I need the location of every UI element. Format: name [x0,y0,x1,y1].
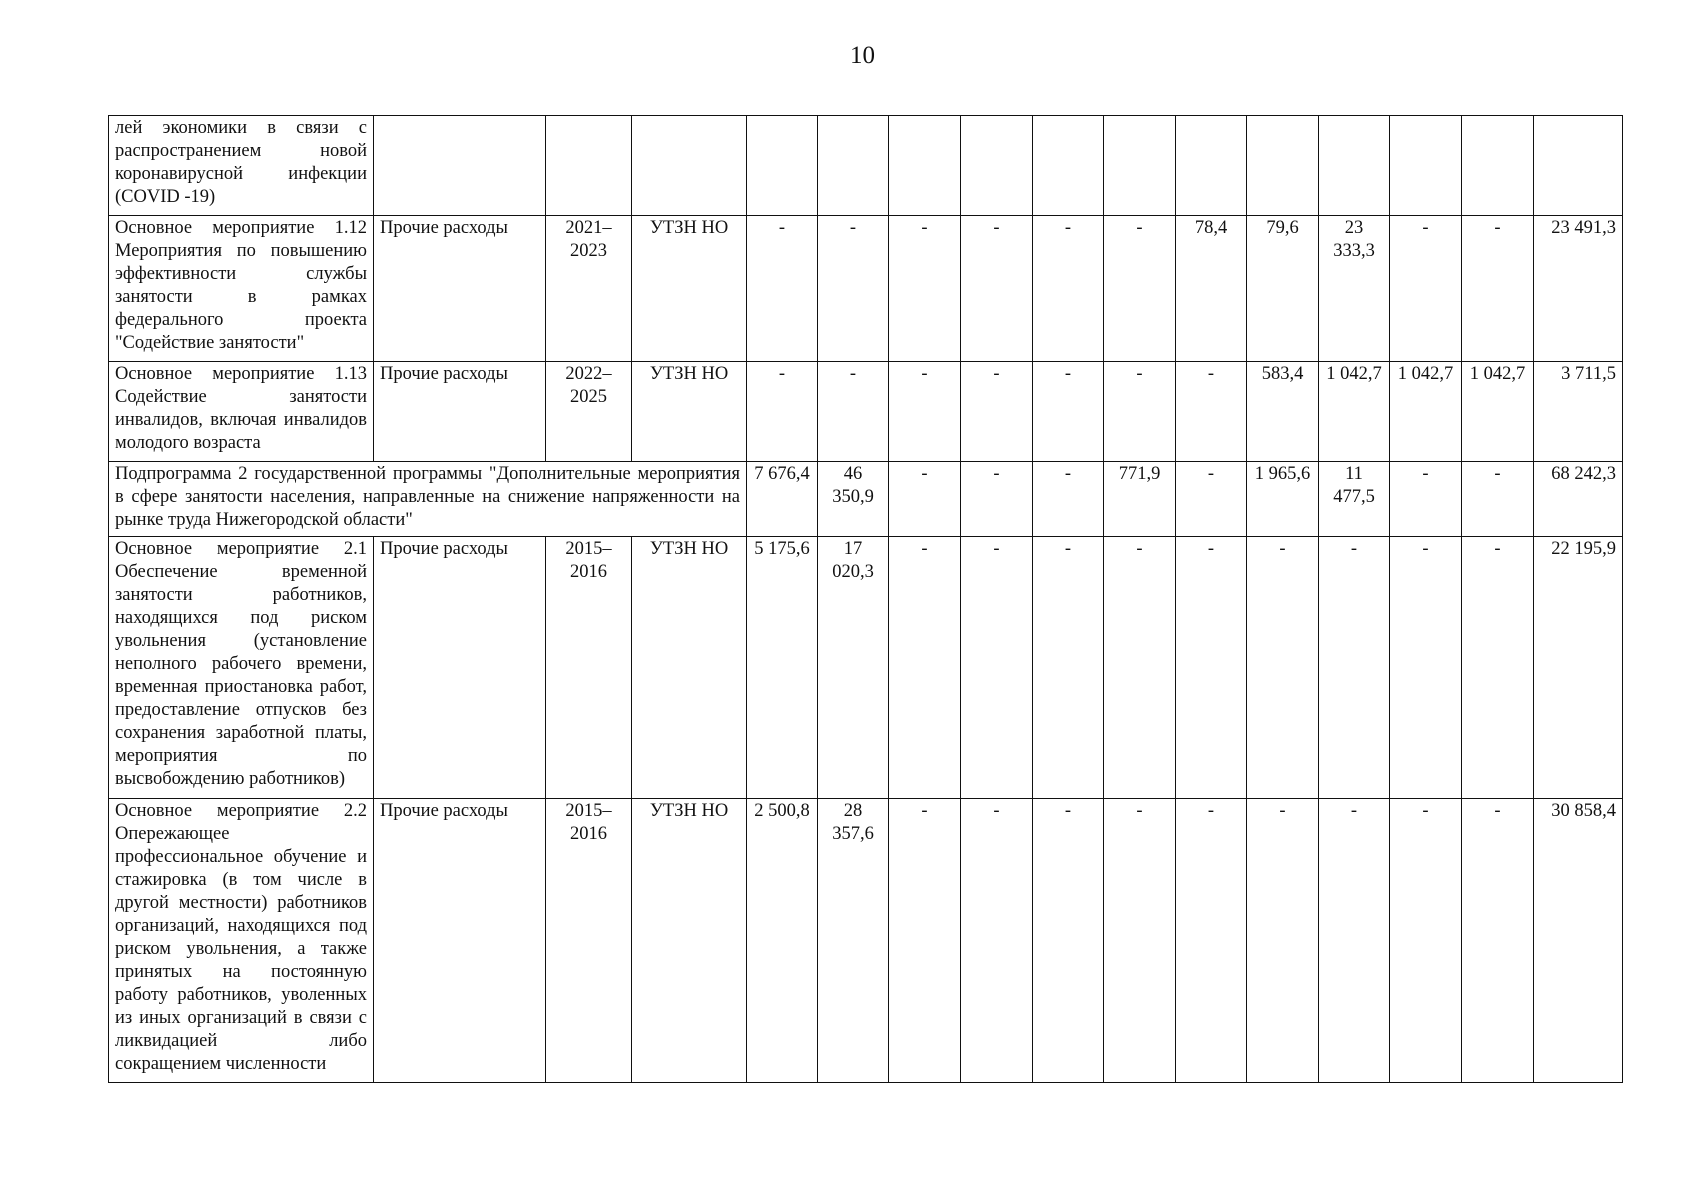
year-value-cell: - [889,799,961,1083]
year-value-cell: - [1033,362,1104,462]
year-value-cell: - [1390,462,1462,537]
year-value-cell: 1 965,6 [1247,462,1319,537]
year-value-cell: 78,4 [1176,216,1247,362]
year-value-cell: 11 477,5 [1319,462,1390,537]
year-value-cell: - [747,216,818,362]
total-value-cell: 30 858,4 [1534,799,1623,1083]
year-value-cell: - [1390,216,1462,362]
year-value-cell: - [889,216,961,362]
funding-source-cell [374,116,546,216]
year-value-cell [818,116,889,216]
period-cell: 2015–2016 [546,799,632,1083]
table-row-measure-1-12 [109,216,1623,362]
total-value-cell: 3 711,5 [1534,362,1623,462]
funding-source-cell: Прочие расходы [374,362,546,462]
year-value-cell: - [1462,799,1534,1083]
period-cell: 2015–2016 [546,537,632,799]
period-cell: 2022–2025 [546,362,632,462]
page-number: 10 [850,42,875,69]
year-value-cell: - [961,537,1033,799]
measure-description-cell: Основное мероприятие 1.12 Мероприятия по повышению эффективности службы занятости в рамках федерального проекта "Содействие занятости" [109,216,374,362]
total-value-cell: 68 242,3 [1534,462,1623,537]
year-value-cell: - [818,362,889,462]
table-row-measure-1-13 [109,362,1623,462]
year-value-cell: - [889,537,961,799]
year-value-cell: - [1390,537,1462,799]
year-value-cell: 5 175,6 [747,537,818,799]
total-value-cell [1534,116,1623,216]
year-value-cell: 46 350,9 [818,462,889,537]
executor-cell: УТЗН НО [632,537,747,799]
year-value-cell [1176,116,1247,216]
measure-description-cell: Основное мероприятие 2.1 Обеспечение временной занятости работников, находящихся под риском увольнения (установление неполного рабочего времени, временная приостановка работ, предоставление отпусков без сохранения заработной платы, мероприятия по высвобождению работников) [109,537,374,799]
year-value-cell: - [1462,462,1534,537]
year-value-cell [1390,116,1462,216]
year-value-cell: - [1104,799,1176,1083]
year-value-cell: - [961,362,1033,462]
year-value-cell: - [1462,216,1534,362]
measure-description-cell: Основное мероприятие 1.13 Содействие занятости инвалидов, включая инвалидов молодого возраста [109,362,374,462]
total-value-cell: 22 195,9 [1534,537,1623,799]
table-row-measure-2-2 [109,799,1623,1083]
year-value-cell [1033,116,1104,216]
year-value-cell: - [1319,799,1390,1083]
executor-cell: УТЗН НО [632,799,747,1083]
year-value-cell [1104,116,1176,216]
year-value-cell: - [1033,216,1104,362]
year-value-cell: 1 042,7 [1390,362,1462,462]
year-value-cell [747,116,818,216]
executor-cell: УТЗН НО [632,362,747,462]
year-value-cell: 17 020,3 [818,537,889,799]
executor-cell: УТЗН НО [632,216,747,362]
year-value-cell: - [1033,799,1104,1083]
year-value-cell: - [1176,462,1247,537]
funding-source-cell: Прочие расходы [374,216,546,362]
table-row-subprogram-2 [109,462,1623,537]
year-value-cell: - [818,216,889,362]
year-value-cell [1247,116,1319,216]
year-value-cell: 28 357,6 [818,799,889,1083]
year-value-cell: - [747,362,818,462]
year-value-cell: - [1033,537,1104,799]
year-value-cell [889,116,961,216]
subprogram-title-cell: Подпрограмма 2 государственной программы "Дополнительные мероприятия в сфере занятости населения, направленные на снижение напряженности на рынке труда Нижегородской области" [109,462,747,537]
measure-description-cell: Основное мероприятие 2.2 Опережающее профессиональное обучение и стажировка (в том числе в другой местности) работников организаций, находящихся под риском увольнения, а также принятых на постоянную работу работников, уволенных из иных организаций в связи с ликвидацией либо сокращением численности [109,799,374,1083]
year-value-cell: - [1247,799,1319,1083]
year-value-cell: 79,6 [1247,216,1319,362]
year-value-cell: - [889,362,961,462]
year-value-cell: - [961,799,1033,1083]
year-value-cell: - [1104,216,1176,362]
funding-source-cell: Прочие расходы [374,799,546,1083]
year-value-cell [1319,116,1390,216]
funding-source-cell: Прочие расходы [374,537,546,799]
year-value-cell: - [961,216,1033,362]
year-value-cell: 23 333,3 [1319,216,1390,362]
year-value-cell: 7 676,4 [747,462,818,537]
year-value-cell: 583,4 [1247,362,1319,462]
year-value-cell: - [1462,537,1534,799]
year-value-cell: - [1176,362,1247,462]
table-row-covid-tail [109,116,1623,216]
year-value-cell: - [1176,537,1247,799]
budget-table [108,115,1623,1083]
year-value-cell: - [1104,537,1176,799]
year-value-cell: - [1390,799,1462,1083]
year-value-cell: - [1319,537,1390,799]
total-value-cell: 23 491,3 [1534,216,1623,362]
year-value-cell: - [961,462,1033,537]
year-value-cell: - [1104,362,1176,462]
year-value-cell [961,116,1033,216]
year-value-cell: 771,9 [1104,462,1176,537]
year-value-cell: 1 042,7 [1319,362,1390,462]
year-value-cell: - [1176,799,1247,1083]
period-cell: 2021–2023 [546,216,632,362]
year-value-cell: - [889,462,961,537]
table-row-measure-2-1 [109,537,1623,799]
year-value-cell: 2 500,8 [747,799,818,1083]
period-cell [546,116,632,216]
year-value-cell: - [1033,462,1104,537]
executor-cell [632,116,747,216]
year-value-cell [1462,116,1534,216]
year-value-cell: - [1247,537,1319,799]
measure-description-cell: лей экономики в связи с распространением новой коронавирусной инфекции (COVID -19) [109,116,374,216]
year-value-cell: 1 042,7 [1462,362,1534,462]
